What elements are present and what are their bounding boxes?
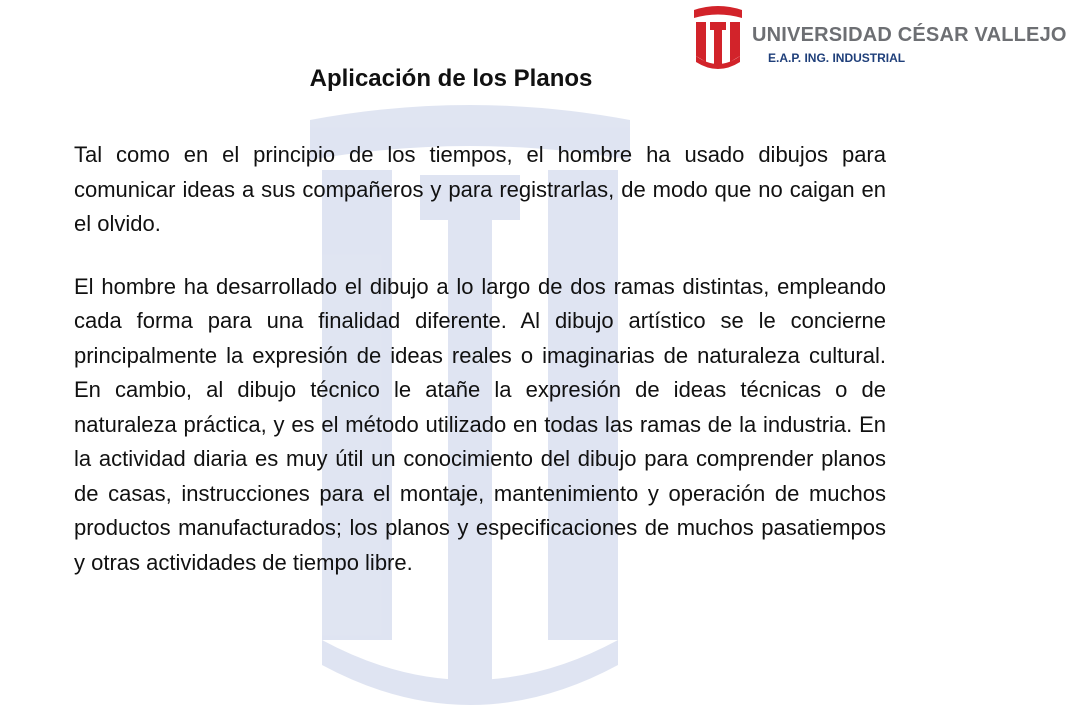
ucv-shield-logo-icon [690,6,746,70]
slide-title: Aplicación de los Planos [309,65,593,92]
slide-body [74,138,886,608]
university-name: UNIVERSIDAD CÉSAR VALLEJO [752,24,1067,46]
paragraph-intro: Tal como en el principio de los tiempos, el hombre ha usado dibujos para comunicar ideas a sus compañeros y para registrarlas, de modo que no caigan en el olvido. [74,142,886,236]
paragraph-drawing-branches: El hombre ha desarrollado el dibujo a lo largo de dos ramas distintas, empleando cada forma para una finalidad diferente. Al dibujo artístico se le concierne principalmente la expresión de ideas reales o imaginarias de naturaleza cultural. En cambio, al dibujo técnico le atañe la expresión de ideas técnicas o de naturaleza práctica, y es el método utilizado en todas las ramas de la industria. En la actividad diaria es muy útil un conocimiento del dibujo para comprender planos de casas, instrucciones para el montaje, mantenimiento y operación de muchos productos manufacturados; los planos y especificaciones de muchos pasatiempos y otras actividades de tiempo libre. [74,273,886,575]
university-logo [690,6,1067,70]
school-subtitle: E.A.P. ING. INDUSTRIAL [768,51,906,65]
